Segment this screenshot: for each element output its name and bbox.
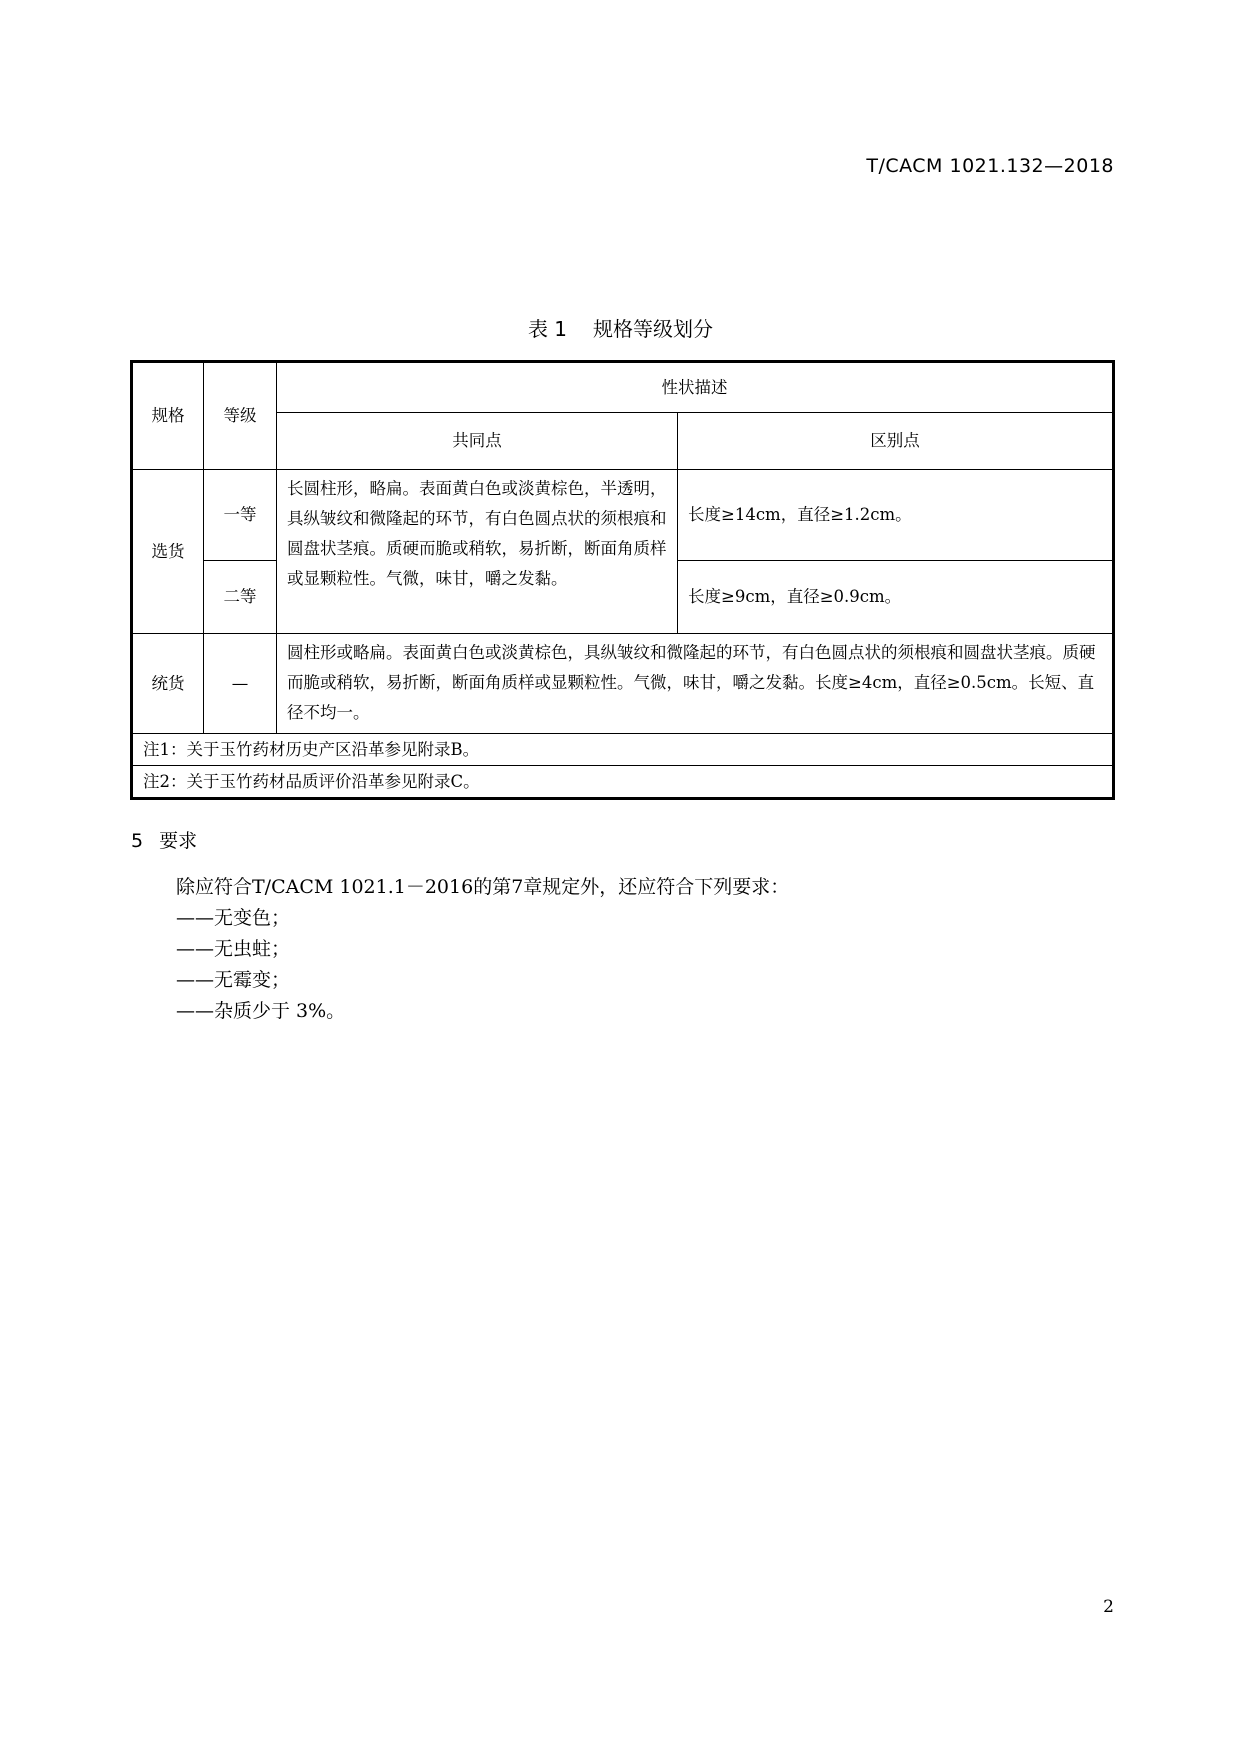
- row-selected-common: 长圆柱形，略扁。表面黄白色或淡黄棕色，半透明，具纵皱纹和微隆起的环节，有白色圆点状的须根痕和圆盘状茎痕。质硬而脆或稍软，易折断，断面角质样或显颗粒性。气微，味甘，嚼之发黏。: [277, 470, 678, 634]
- row-selected-grade2-diff: 长度≥9cm，直径≥0.9cm。: [678, 561, 1114, 634]
- requirement-item: ——无霉变；: [176, 969, 291, 991]
- row-unified-spec: 统货: [132, 634, 204, 734]
- table-caption-number: 表 1: [527, 317, 568, 341]
- section-number: 5: [131, 830, 144, 852]
- table-note-2: 注2：关于玉竹药材品质评价沿革参见附录C。: [132, 766, 1114, 799]
- header-common: 共同点: [277, 413, 678, 470]
- section-heading: [131, 826, 197, 853]
- header-difference: 区别点: [678, 413, 1114, 470]
- header-spec: 规格: [132, 362, 204, 470]
- table-caption-title: 规格等级划分: [593, 317, 714, 341]
- row-selected-grade1: 一等: [204, 470, 277, 561]
- requirement-item: ——无虫蛀；: [176, 938, 291, 960]
- spec-grade-table: [130, 360, 1115, 800]
- table-note-1: 注1：关于玉竹药材历史产区沿革参见附录B。: [132, 734, 1114, 766]
- standard-code: T/CACM 1021.132—2018: [866, 155, 1114, 177]
- requirements-list: [176, 903, 345, 1027]
- row-unified-description: 圆柱形或略扁。表面黄白色或淡黄棕色，具纵皱纹和微隆起的环节，有白色圆点状的须根痕和圆盘状茎痕。质硬而脆或稍软，易折断，断面角质样或显颗粒性。气微，味甘，嚼之发黏。长度≥4cm，直径≥0.5cm。长短、直径不均一。: [277, 634, 1114, 734]
- requirements-paragraph: 除应符合T/CACM 1021.1－2016的第7章规定外，还应符合下列要求：: [176, 876, 790, 898]
- row-selected-grade2: 二等: [204, 561, 277, 634]
- header-grade: 等级: [204, 362, 277, 470]
- page-number: 2: [1103, 1597, 1114, 1617]
- table-caption: [0, 313, 1241, 342]
- section-title: 要求: [159, 830, 198, 852]
- row-selected-spec: 选货: [132, 470, 204, 634]
- requirement-item: ——无变色；: [176, 907, 291, 929]
- row-selected-grade1-diff: 长度≥14cm，直径≥1.2cm。: [678, 470, 1114, 561]
- header-description: 性状描述: [277, 362, 1114, 413]
- row-unified-grade: —: [204, 634, 277, 734]
- requirement-item: ——杂质少于 3%。: [176, 1000, 346, 1022]
